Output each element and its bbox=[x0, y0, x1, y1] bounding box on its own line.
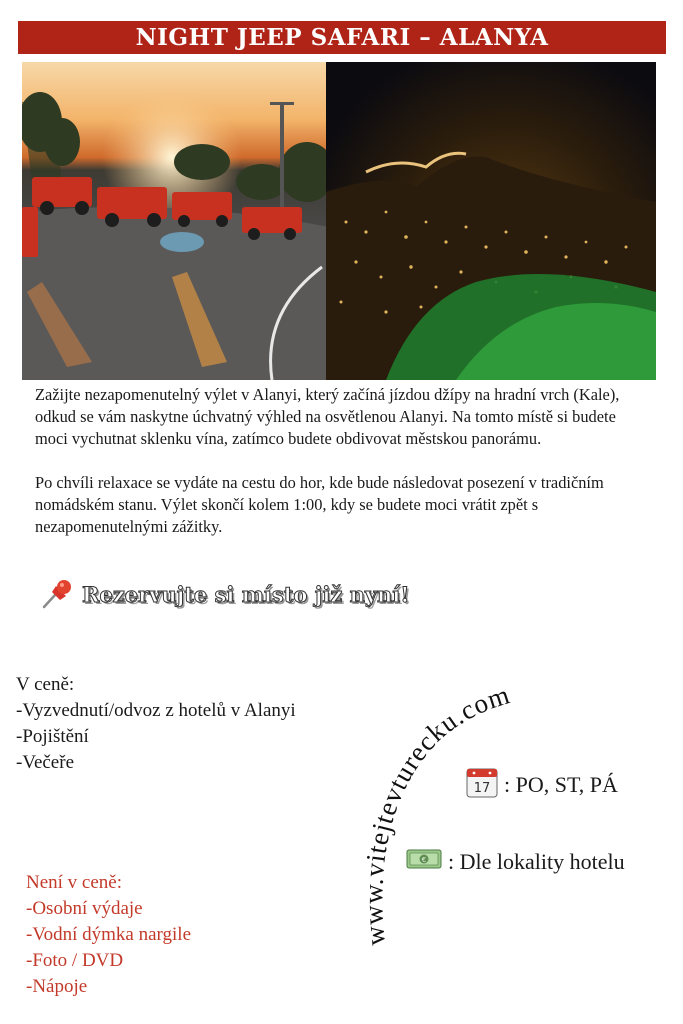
list-item: -Nápoje bbox=[26, 976, 88, 997]
excluded-heading: Není v ceně: bbox=[26, 872, 123, 893]
website-url[interactable] bbox=[330, 660, 610, 960]
list-item: -Vyzvednutí/odvoz z hotelů v Alanyi bbox=[16, 700, 296, 721]
reserve-callout bbox=[40, 578, 410, 610]
list-item: -Vodní dýmka nargile bbox=[26, 924, 191, 945]
included-list bbox=[16, 672, 296, 776]
svg-text:www.vitejtevturecku.com bbox=[358, 679, 513, 947]
calendar-icon bbox=[466, 766, 498, 804]
price-row bbox=[406, 846, 625, 878]
schedule-row bbox=[466, 766, 618, 804]
calendar-day: 17 bbox=[473, 781, 491, 796]
list-item: -Osobní výdaje bbox=[26, 898, 143, 919]
intro-text bbox=[35, 384, 650, 560]
intro-paragraph-2: Po chvíli relaxace se vydáte na cestu do hor, kde bude následovat posezení v tradičním nomádském stanu. Výlet skončí kolem 1:00, kdy se budete moci vrátit zpět s nezapomenutelnými zážitky. bbox=[35, 473, 604, 536]
svg-text:€: € bbox=[421, 856, 427, 864]
included-heading: V ceně: bbox=[16, 674, 75, 695]
excluded-list bbox=[26, 870, 191, 1000]
list-item: -Pojištění bbox=[16, 726, 89, 747]
alanya-night-city-lights-photo bbox=[326, 62, 656, 380]
title-banner bbox=[18, 21, 666, 54]
schedule-text: : PO, ST, PÁ bbox=[504, 772, 618, 797]
pushpin-icon bbox=[40, 578, 74, 610]
price-text: : Dle lokality hotelu bbox=[448, 849, 625, 874]
list-item: -Večeře bbox=[16, 752, 75, 773]
page-title: NIGHT JEEP SAFARI – ALANYA bbox=[135, 24, 549, 51]
list-item: -Foto / DVD bbox=[26, 950, 124, 971]
website-url-text: www.vitejtevturecku.com bbox=[358, 679, 514, 947]
sunset-jeep-convoy-photo bbox=[22, 62, 329, 380]
reserve-text: Rezervujte si místo již nyní! bbox=[82, 581, 410, 607]
intro-paragraph-1: Zažijte nezapomenutelný výlet v Alanyi, který začíná jízdou džípy na hradní vrch (Kale), odkud se vám naskytne úchvatný výhled na osvětlenou Alanyi. Na tomto místě si budete moci vychutnat sklenku vína, zatímco budete obdivovat městskou panorámu. bbox=[35, 385, 620, 448]
money-icon bbox=[406, 846, 442, 878]
